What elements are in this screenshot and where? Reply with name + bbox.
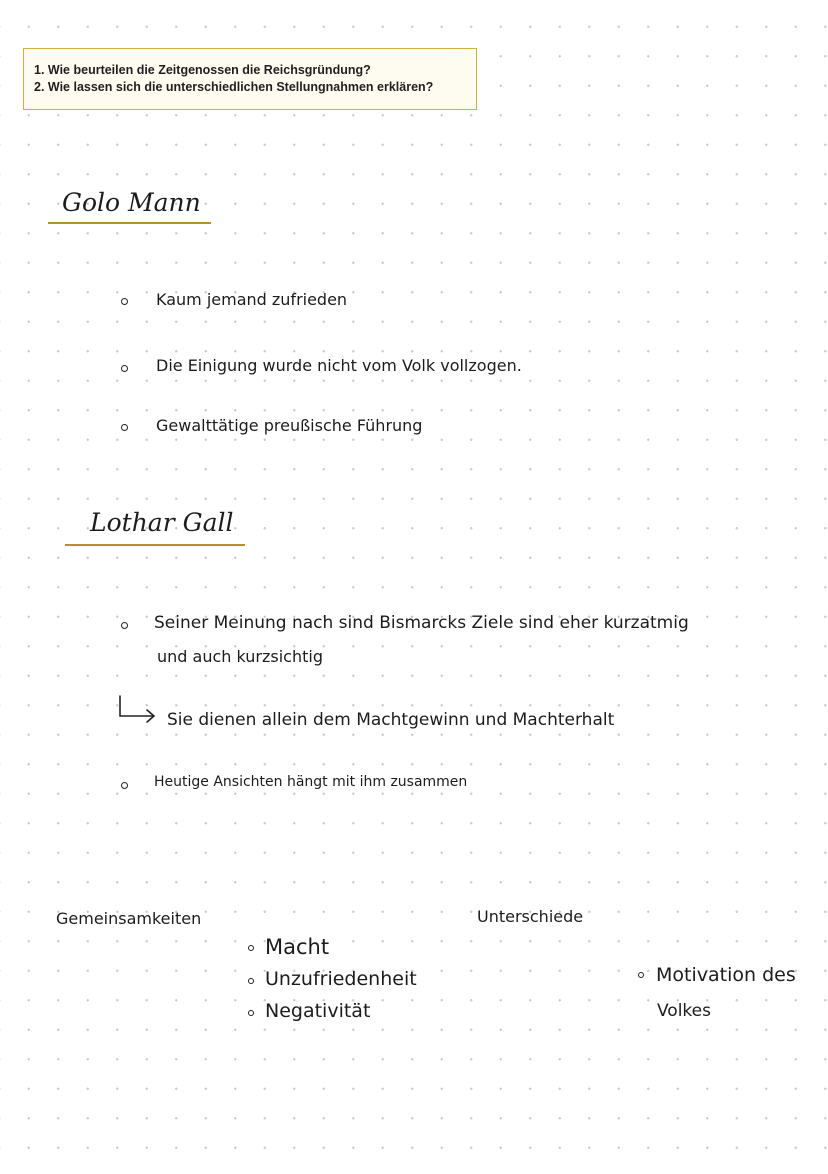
bullet-icon bbox=[121, 365, 128, 372]
gall-point-2: Heutige Ansichten hängt mit ihm zusammen bbox=[154, 774, 468, 790]
gemeinsam-item-2: Unzufriedenheit bbox=[265, 968, 417, 990]
bullet-icon bbox=[121, 424, 128, 431]
heading-lothar-gall: Lothar Gall bbox=[90, 508, 234, 537]
golo-point-3: Gewalttätige preußische Führung bbox=[156, 416, 423, 435]
gemeinsam-item-3: Negativität bbox=[265, 1000, 371, 1022]
turn-arrow-icon bbox=[114, 694, 162, 724]
unterschiede-item-line-1: Motivation des bbox=[656, 964, 796, 986]
question-box bbox=[23, 48, 477, 110]
heading-underline bbox=[65, 544, 245, 546]
question-1: 1. Wie beurteilen die Zeitgenossen die Reichsgründung? bbox=[34, 63, 371, 77]
bullet-icon bbox=[121, 622, 128, 629]
label-gemeinsamkeiten: Gemeinsamkeiten bbox=[56, 909, 202, 928]
bullet-icon bbox=[248, 945, 254, 951]
question-2: 2. Wie lassen sich die unterschiedlichen Stellungnahmen erklären? bbox=[34, 80, 434, 94]
unterschiede-item-line-2: Volkes bbox=[657, 1001, 711, 1021]
golo-point-2: Die Einigung wurde nicht vom Volk vollzogen. bbox=[156, 356, 522, 375]
bullet-icon bbox=[121, 782, 128, 789]
bullet-icon bbox=[248, 1010, 254, 1016]
heading-underline bbox=[48, 222, 211, 224]
gall-arrow-text: Sie dienen allein dem Machtgewinn und Machterhalt bbox=[167, 710, 615, 730]
gall-point-1-line-2: und auch kurzsichtig bbox=[157, 647, 323, 666]
bullet-icon bbox=[248, 978, 254, 984]
heading-golo-mann: Golo Mann bbox=[62, 188, 201, 217]
label-unterschiede: Unterschiede bbox=[477, 907, 584, 926]
gemeinsam-item-1: Macht bbox=[265, 935, 330, 959]
gall-point-1-line-1: Seiner Meinung nach sind Bismarcks Ziele sind eher kurzatmig bbox=[154, 613, 689, 633]
golo-point-1: Kaum jemand zufrieden bbox=[156, 290, 348, 309]
bullet-icon bbox=[121, 298, 128, 305]
bullet-icon bbox=[638, 972, 644, 978]
